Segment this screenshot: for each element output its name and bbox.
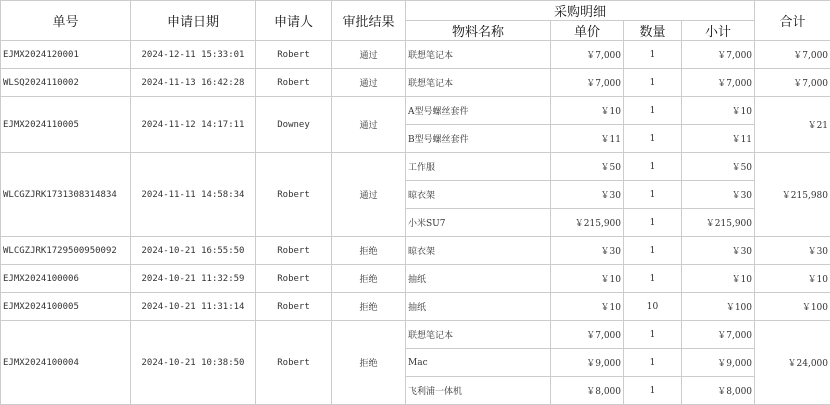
total-cell: ￥7,000 — [755, 69, 830, 97]
table-row — [1, 153, 830, 181]
table-row — [1, 237, 830, 265]
qty-cell: 1 — [624, 97, 682, 125]
date-cell: 2024-11-12 14:17:11 — [131, 97, 256, 153]
total-cell: ￥100 — [755, 293, 830, 321]
subtotal-cell: ￥10 — [682, 97, 755, 125]
header-qty: 数量 — [624, 21, 682, 41]
header-result: 审批结果 — [332, 1, 406, 41]
item-name-cell: 晾衣架 — [406, 181, 551, 209]
item-name-cell: 工作服 — [406, 153, 551, 181]
total-cell: ￥215,980 — [755, 153, 830, 237]
result-cell: 通过 — [332, 97, 406, 153]
applicant-cell: Robert — [256, 293, 332, 321]
order-no-cell: WLCGZJRK1729500950092 — [1, 237, 131, 265]
date-cell: 2024-12-11 15:33:01 — [131, 41, 256, 69]
subtotal-cell: ￥8,000 — [682, 377, 755, 405]
unit-price-cell: ￥30 — [551, 237, 624, 265]
qty-cell: 1 — [624, 377, 682, 405]
qty-cell: 1 — [624, 41, 682, 69]
result-cell: 通过 — [332, 69, 406, 97]
header-subtotal: 小计 — [682, 21, 755, 41]
item-name-cell: 晾衣架 — [406, 237, 551, 265]
unit-price-cell: ￥7,000 — [551, 69, 624, 97]
result-cell: 拒绝 — [332, 321, 406, 405]
total-cell: ￥10 — [755, 265, 830, 293]
table-row — [1, 97, 830, 125]
total-cell: ￥7,000 — [755, 41, 830, 69]
item-name-cell: 飞利浦一体机 — [406, 377, 551, 405]
unit-price-cell: ￥10 — [551, 293, 624, 321]
table-row — [1, 69, 830, 97]
date-cell: 2024-10-21 11:32:59 — [131, 265, 256, 293]
unit-price-cell: ￥11 — [551, 125, 624, 153]
total-cell: ￥24,000 — [755, 321, 830, 405]
item-name-cell: 联想笔记本 — [406, 321, 551, 349]
date-cell: 2024-10-21 11:31:14 — [131, 293, 256, 321]
total-cell: ￥30 — [755, 237, 830, 265]
qty-cell: 10 — [624, 293, 682, 321]
table-row — [1, 41, 830, 69]
item-name-cell: Mac — [406, 349, 551, 377]
subtotal-cell: ￥7,000 — [682, 41, 755, 69]
table-row — [1, 293, 830, 321]
subtotal-cell: ￥30 — [682, 237, 755, 265]
result-cell: 拒绝 — [332, 237, 406, 265]
subtotal-cell: ￥7,000 — [682, 321, 755, 349]
applicant-cell: Robert — [256, 41, 332, 69]
header-item-name: 物料名称 — [406, 21, 551, 41]
order-no-cell: EJMX2024120001 — [1, 41, 131, 69]
header-applicant: 申请人 — [256, 1, 332, 41]
subtotal-cell: ￥215,900 — [682, 209, 755, 237]
unit-price-cell: ￥10 — [551, 265, 624, 293]
unit-price-cell: ￥7,000 — [551, 321, 624, 349]
order-no-cell: EJMX2024100004 — [1, 321, 131, 405]
item-name-cell: 联想笔记本 — [406, 41, 551, 69]
applicant-cell: Robert — [256, 265, 332, 293]
subtotal-cell: ￥11 — [682, 125, 755, 153]
result-cell: 拒绝 — [332, 265, 406, 293]
applicant-cell: Robert — [256, 153, 332, 237]
subtotal-cell: ￥9,000 — [682, 349, 755, 377]
qty-cell: 1 — [624, 321, 682, 349]
item-name-cell: 联想笔记本 — [406, 69, 551, 97]
unit-price-cell: ￥30 — [551, 181, 624, 209]
header-total: 合计 — [755, 1, 830, 41]
order-no-cell: WLCGZJRK1731308314834 — [1, 153, 131, 237]
order-no-cell: EJMX2024100005 — [1, 293, 131, 321]
unit-price-cell: ￥50 — [551, 153, 624, 181]
order-no-cell: EJMX2024110005 — [1, 97, 131, 153]
date-cell: 2024-11-11 14:58:34 — [131, 153, 256, 237]
date-cell: 2024-11-13 16:42:28 — [131, 69, 256, 97]
qty-cell: 1 — [624, 69, 682, 97]
qty-cell: 1 — [624, 209, 682, 237]
table-row — [1, 321, 830, 349]
qty-cell: 1 — [624, 181, 682, 209]
subtotal-cell: ￥10 — [682, 265, 755, 293]
order-no-cell: WLSQ2024110002 — [1, 69, 131, 97]
unit-price-cell: ￥9,000 — [551, 349, 624, 377]
subtotal-cell: ￥7,000 — [682, 69, 755, 97]
header-unit-price: 单价 — [551, 21, 624, 41]
date-cell: 2024-10-21 10:38:50 — [131, 321, 256, 405]
header-order-no: 单号 — [1, 1, 131, 41]
result-cell: 通过 — [332, 153, 406, 237]
result-cell: 通过 — [332, 41, 406, 69]
qty-cell: 1 — [624, 237, 682, 265]
table-row — [1, 265, 830, 293]
unit-price-cell: ￥10 — [551, 97, 624, 125]
applicant-cell: Robert — [256, 69, 332, 97]
unit-price-cell: ￥215,900 — [551, 209, 624, 237]
date-cell: 2024-10-21 16:55:50 — [131, 237, 256, 265]
header-detail: 采购明细 — [406, 1, 755, 21]
applicant-cell: Downey — [256, 97, 332, 153]
result-cell: 拒绝 — [332, 293, 406, 321]
item-name-cell: B型号螺丝套件 — [406, 125, 551, 153]
item-name-cell: 抽纸 — [406, 265, 551, 293]
subtotal-cell: ￥50 — [682, 153, 755, 181]
header-date: 申请日期 — [131, 1, 256, 41]
subtotal-cell: ￥30 — [682, 181, 755, 209]
qty-cell: 1 — [624, 349, 682, 377]
applicant-cell: Robert — [256, 321, 332, 405]
item-name-cell: A型号螺丝套件 — [406, 97, 551, 125]
item-name-cell: 小米SU7 — [406, 209, 551, 237]
applicant-cell: Robert — [256, 237, 332, 265]
order-no-cell: EJMX2024100006 — [1, 265, 131, 293]
unit-price-cell: ￥8,000 — [551, 377, 624, 405]
unit-price-cell: ￥7,000 — [551, 41, 624, 69]
qty-cell: 1 — [624, 125, 682, 153]
total-cell: ￥21 — [755, 97, 830, 153]
item-name-cell: 抽纸 — [406, 293, 551, 321]
subtotal-cell: ￥100 — [682, 293, 755, 321]
qty-cell: 1 — [624, 153, 682, 181]
qty-cell: 1 — [624, 265, 682, 293]
table-body — [1, 41, 830, 405]
